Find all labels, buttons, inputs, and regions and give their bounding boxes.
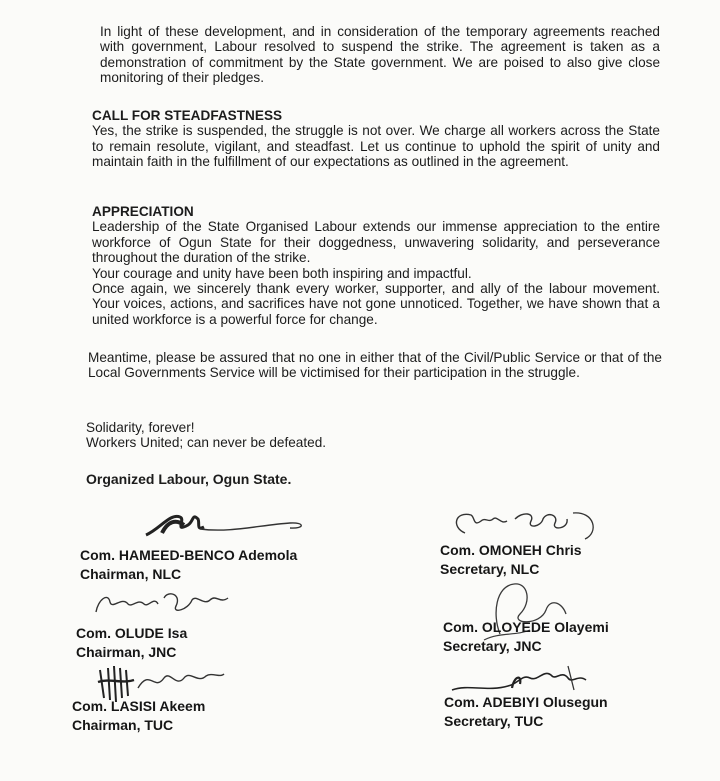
section-heading: CALL FOR STEADFASTNESS bbox=[92, 108, 283, 123]
signatory-title: Secretary, JNC bbox=[443, 638, 542, 654]
signatory-tuc-secretary bbox=[444, 693, 608, 731]
section-heading: APPRECIATION bbox=[92, 204, 194, 219]
signatory-title: Secretary, TUC bbox=[444, 713, 544, 729]
signatory-name: Com. OMONEH Chris bbox=[440, 542, 582, 558]
signatory-jnc-secretary bbox=[443, 618, 609, 656]
closing-block bbox=[86, 420, 654, 451]
signature-jnc-chairman bbox=[88, 586, 238, 620]
signatory-title: Chairman, TUC bbox=[72, 717, 174, 733]
section-paragraph: Leadership of the State Organised Labour extends our immense appreciation to the entire workforce of Ogun State for their doggedness, unwavering solidarity, and perseverance throughout the duration of the strike. bbox=[92, 219, 660, 266]
closing-line: Workers United; can never be defeated. bbox=[86, 435, 327, 451]
signatory-name: Com. HAMEED-BENCO Ademola bbox=[80, 547, 298, 563]
signatory-name: Com. LASISI Akeem bbox=[72, 698, 206, 714]
signatory-name: Com. ADEBIYI Olusegun bbox=[444, 694, 608, 710]
signatory-name: Com. OLOYEDE Olayemi bbox=[443, 619, 609, 635]
signatory-nlc-chairman bbox=[80, 546, 297, 584]
meantime-paragraph-block bbox=[88, 350, 662, 381]
organization-name: Organized Labour, Ogun State. bbox=[86, 471, 292, 487]
signatory-title: Chairman, NLC bbox=[80, 566, 182, 582]
section-paragraph: Once again, we sincerely thank every worker, supporter, and ally of the labour movement. Your voices, actions, and sacrifices have not gone unnoticed. Together, we have shown that a united workforce is a powerful force for change. bbox=[92, 281, 660, 327]
signatory-tuc-chairman bbox=[72, 697, 205, 735]
organization-block bbox=[86, 472, 654, 487]
signatory-nlc-secretary bbox=[440, 541, 582, 579]
section-paragraph: Your courage and unity have been both inspiring and impactful. bbox=[92, 265, 472, 281]
signatory-name: Com. OLUDE Isa bbox=[76, 625, 188, 641]
signature-nlc-chairman bbox=[140, 503, 340, 543]
section-appreciation bbox=[92, 204, 660, 327]
signatory-title: Chairman, JNC bbox=[76, 644, 177, 660]
signatory-title: Secretary, NLC bbox=[440, 561, 540, 577]
signatory-jnc-chairman bbox=[76, 624, 187, 662]
closing-line: Solidarity, forever! bbox=[86, 420, 195, 435]
section-paragraph: Yes, the strike is suspended, the struggle is not over. We charge all workers across the State to remain resolute, vigilant, and steadfast. Let us continue to uphold the spirit of unity and maintain faith in the fulfillment of our expectations as outlined in the agreement. bbox=[92, 123, 660, 170]
intro-paragraph: In light of these development, and in consideration of the temporary agreements reached with government, Labour resolved to suspend the strike. The agreement is taken as a demonstration of commitment by the State government. We are poised to also give close monitoring of their pledges. bbox=[100, 24, 660, 86]
meantime-paragraph: Meantime, please be assured that no one in either that of the Civil/Public Service or that of the Local Governments Service will be victimised for their participation in the struggle. bbox=[88, 350, 662, 381]
signature-nlc-secretary bbox=[445, 505, 605, 545]
intro-paragraph-block bbox=[100, 24, 660, 86]
section-steadfastness bbox=[92, 108, 660, 170]
